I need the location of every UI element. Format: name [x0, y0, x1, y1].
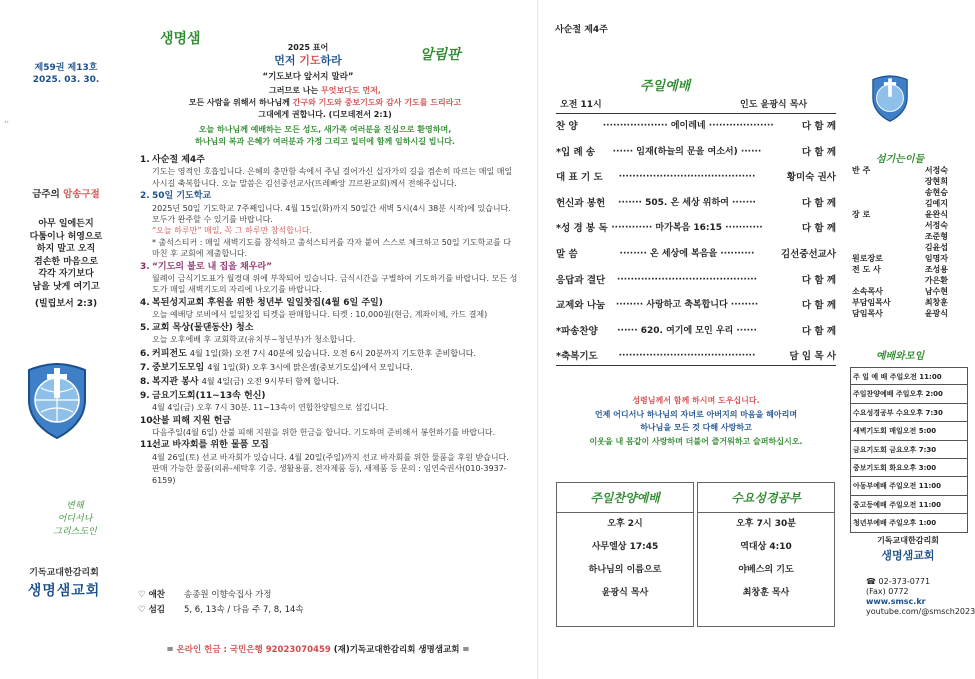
schedule-row: 수요성경공부 수요오후 7:30: [850, 404, 968, 422]
item-title: 50일 기도학교: [152, 191, 212, 202]
order-content: ········································: [618, 351, 756, 362]
minister-role: [852, 231, 896, 242]
order-content: ······· 505. 온 세상 위하여 ·······: [618, 197, 756, 208]
motto-year: 2025 표어: [287, 43, 329, 52]
intro-line-3: 그대에게 권합니다. (디모데전서 2:1): [258, 110, 392, 119]
box-preacher: 윤광식 목사: [601, 588, 649, 598]
minister-name: 장현희: [924, 177, 948, 186]
minister-row: [852, 209, 948, 220]
item-number: 3.: [140, 261, 150, 272]
minister-role: 장 로: [852, 210, 871, 219]
minister-row: [852, 198, 948, 209]
order-content: ············ 마가복음 16:15 ···········: [611, 223, 763, 234]
bank-account: 온라인 헌금 : 국민은행 92023070459: [176, 645, 331, 655]
minister-role: 전 도 사: [852, 265, 881, 274]
order-name: 말 씀: [556, 248, 578, 260]
calligraphy-motto: [40, 500, 110, 539]
minister-name: 남수현: [924, 287, 948, 296]
order-who: 다 함 께: [801, 325, 836, 337]
minister-name: 가은환: [924, 276, 948, 285]
minister-name: 조성용: [924, 265, 948, 274]
order-row: [556, 165, 836, 191]
order-row: [556, 140, 836, 166]
schedule-table: [850, 367, 968, 533]
phone: ☎ 02-373-0771: [866, 577, 931, 586]
verse-line: 다툼이나 허영으로: [29, 231, 103, 242]
calli-line: 변해: [66, 501, 84, 511]
item-body: 오늘 예배당 로비에서 일일찻집 티켓을 판매합니다. 티켓 : 10,000원(현금, 계좌이체, 카드 결제): [152, 310, 488, 320]
order-row: [556, 216, 836, 242]
minister-role: 원로장로: [852, 254, 883, 263]
minister-row: [852, 297, 948, 308]
schedule-row: 새벽기도회 매일오전 5:00: [850, 422, 968, 440]
order-name: 교제와 나눔: [556, 300, 606, 312]
item-title: 커피전도: [152, 348, 187, 359]
welcome-line-1: 오늘 하나님께 예배하는 모든 성도, 새가족 여러분을 진심으로 환영하며,: [198, 125, 452, 134]
order-row: [556, 319, 836, 345]
box-title: 주일찬양예배: [557, 483, 693, 513]
item-number: 9.: [140, 390, 150, 401]
order-who: 다 함 께: [801, 300, 836, 312]
item-body: 다음주일(4월 6일) 산불 피해 지원을 위한 헌금을 합니다. 기도하며 준비해서 봉헌하기를 바랍니다.: [152, 427, 496, 437]
item-title: 금요기도회(11~13속 헌신): [152, 390, 266, 401]
serve-label: ♡ 섬김: [138, 605, 166, 615]
church-name: 생명샘교회: [881, 549, 935, 562]
item-number: 6.: [140, 348, 150, 359]
order-content: ········································: [618, 172, 756, 183]
order-name: 응답과 결단: [556, 274, 606, 286]
minister-row: [852, 231, 948, 242]
announcement-item: [140, 191, 518, 259]
item-title: 교회 목상(물댄동산) 청소: [152, 322, 254, 333]
church-emblem-icon: [21, 360, 93, 440]
announcement-item: [140, 416, 518, 439]
item-title: 복된성지교회 후원을 위한 청년부 일일찻집(4월 6일 주일): [152, 297, 383, 308]
service-time: 오전 11시: [560, 100, 602, 110]
minister-row: [852, 242, 948, 253]
announcement-item: [140, 440, 518, 486]
schedule-row: 주 일 예 배 주일오전 11:00: [850, 367, 968, 385]
item-title: “기도의 불로 내 집을 채우라”: [152, 261, 272, 272]
item-title: 복지관 봉사: [152, 377, 199, 388]
church-emblem-icon: [868, 72, 912, 124]
item-body: 기도는 영적인 호흡입니다. 은혜의 충만함 속에서 주님 걸어가신 십자가의 길을 겸손히 따르는 매일 매일 사시길 축복합니다. 오늘 말씀은 김선중선교사(뜨레빠앙 끄르완교회)께서 전해주십니다.: [152, 167, 513, 188]
minister-name: 윤완식: [924, 210, 948, 219]
order-row: [556, 191, 836, 217]
msg-line-2: 언제 어디서나 하나님의 자녀로 아버지의 마음을 헤아리며: [594, 409, 798, 419]
verse-reference: (빌립보서 2:3): [34, 299, 98, 309]
order-name: *축복기도: [556, 351, 598, 363]
item-body: 4월 4일(금) 오후 7시 30분. 11~13속이 연합찬양팀으로 섬깁니다.: [152, 403, 389, 413]
order-name: 헌신과 봉헌: [556, 197, 606, 209]
schedule-row: 청년부예배 주일오후 1:00: [850, 514, 968, 532]
wednesday-bible-study-box: [697, 482, 835, 627]
notice-board-calligraphy: 알림판: [420, 47, 461, 63]
minister-role: [852, 176, 896, 187]
weekly-verse: [14, 218, 118, 293]
item-number: 8.: [140, 377, 150, 388]
minister-role: [852, 275, 896, 286]
item-body: 4월 4일(금) 오전 9시부터 함께 합니다.: [201, 377, 339, 387]
order-content: ········ 사랑하고 축복합니다 ········: [615, 300, 759, 311]
order-who: 다 함 께: [801, 146, 836, 158]
box-title: 수요성경공부: [698, 483, 834, 513]
schedule-row: 금요기도회 금요오후 7:30: [850, 441, 968, 459]
intro-1-pre: 그러므로 나는: [269, 86, 322, 95]
item-title: 산불 피해 지원 헌금: [152, 415, 231, 426]
minister-row: [852, 253, 948, 264]
verse-line: 각각 자기보다: [38, 269, 94, 279]
intro-line-1: [140, 85, 510, 97]
order-name: 찬 양: [556, 121, 578, 132]
order-content: ········ 온 세상에 복음을 ··········: [619, 248, 755, 259]
blessing-message: [556, 394, 836, 448]
minister-name: 조준형: [924, 232, 948, 241]
box-sermon: 하나님의 이름으로: [588, 565, 662, 575]
box-time: 오후 7시 30분: [736, 519, 796, 529]
item-number: 1.: [140, 155, 150, 165]
schedule-row: 아동부예배 주일오전 11:00: [850, 477, 968, 495]
msg-line-3: 하나님을 모든 것 다해 사랑하고: [640, 423, 752, 432]
serve-value: 5, 6, 13속 / 다음 주 7, 8, 14속: [184, 605, 304, 615]
item-title: 사순절 제4주: [152, 155, 205, 165]
page-name: 생명샘: [160, 31, 201, 47]
minister-name: 최창훈: [924, 298, 948, 307]
minister-row: [852, 187, 948, 198]
item-body: 오늘 오후에배 후 교회학교(유치부~청년부)가 청소합니다.: [152, 335, 356, 345]
service-leader: 인도 윤광식 목사: [740, 100, 808, 110]
order-content: ··················· 에이레네 ···················: [602, 121, 774, 131]
verse-line: 아무 일에든지: [38, 219, 94, 229]
ministers-title: 섬기는이들: [875, 154, 925, 165]
box-sermon: 야베스의 기도: [738, 565, 794, 575]
order-name: *입 례 송: [556, 146, 596, 158]
schedule-title: 예배와모임: [875, 351, 925, 362]
afternoon-worship-box: [556, 482, 694, 627]
welcome-line-2: 하나님의 복과 은혜가 여러분과 가정 그리고 일터에 함께 임하시길 빕니다.: [195, 136, 455, 146]
box-scripture: 사무엘상 17:45: [591, 542, 659, 552]
serve-row: [138, 603, 508, 618]
item-body: 4월 1일(화) 오전 7시 40분에 있습니다. 오전 6시 20분까지 기도한후 준비합니다.: [189, 348, 477, 358]
order-row: [556, 293, 836, 319]
order-who: 황미숙 권사: [786, 172, 836, 184]
verse-line: 하지 말고 오직: [36, 244, 96, 254]
minister-role: 반 주: [852, 166, 871, 175]
announcement-item: [140, 155, 518, 189]
minister-row: [852, 275, 948, 286]
denomination-name: 기독교대한감리회: [29, 568, 99, 578]
order-who: 다 함 께: [801, 274, 836, 286]
item-title: 중보기도모임: [152, 362, 205, 373]
minister-name: 김윤섭: [924, 243, 948, 252]
minister-name: 임명자: [924, 254, 948, 263]
minister-row: [852, 165, 948, 176]
minister-role: 담임목사: [852, 309, 883, 318]
liturgical-week: 사순절 제4주: [555, 25, 608, 35]
item-number: 5.: [140, 322, 150, 333]
order-content: ······ 임재(하늘의 문을 여소서) ······: [612, 146, 762, 157]
bank-pre: =: [166, 645, 177, 655]
website-link[interactable]: www.smsc.kr: [866, 597, 926, 606]
intro-2-pre: 모든 사람을 위해서 하나님께: [188, 98, 293, 107]
order-bottom-rule: [556, 365, 836, 366]
issue-info: [20, 62, 112, 86]
bank-post: (재)기독교대한감리회 생명샘교회 =: [330, 645, 470, 655]
msg-line-4: 이웃을 내 몸같이 사랑하며 더불어 즐거워하고 슬퍼하십시오.: [589, 436, 803, 446]
box-time: 오후 2시: [607, 519, 643, 529]
motto-red: 기도: [299, 54, 321, 67]
minister-role: 부담임목사: [852, 298, 891, 307]
announcement-item: [140, 348, 518, 360]
intro-line-2: [140, 97, 510, 109]
service-duty: [138, 588, 508, 618]
verse-line: 겸손한 마음으로: [34, 256, 98, 267]
item-body: 4월 26일(토) 선교 바자회가 있습니다. 4월 20일(주일)까지 선교 바자회를 위한 물품을 후원 받습니다. 판매 가능한 물품(의류-세탁후 기증, 생활용품, 전자제품 등), 새제품 등 문의 : 임연숙권사(010-3937-6159): [152, 452, 509, 485]
calli-line: 그리스도인: [53, 527, 97, 537]
minister-role: [852, 242, 896, 253]
minister-row: [852, 264, 948, 275]
worship-order: [556, 113, 836, 370]
care-row: [138, 588, 508, 603]
order-content: ·········································: [616, 274, 758, 285]
minister-role: [852, 187, 896, 198]
item-number: 2.: [140, 191, 150, 202]
weekly-verse-title: [14, 186, 118, 200]
minister-role: [852, 220, 896, 231]
minister-name: 김예지: [924, 199, 948, 208]
announcement-item: [140, 391, 518, 414]
church-name: 생명샘교회: [27, 583, 101, 599]
announcement-item: [140, 323, 518, 346]
minister-role: 소속목사: [852, 287, 883, 296]
order-who: 다 함 께: [801, 121, 836, 132]
item-number: 11.: [140, 440, 156, 451]
minister-row: [852, 176, 948, 187]
minister-name: 서정숙: [924, 166, 948, 175]
motto-pre: 먼저: [274, 54, 300, 67]
announcement-list: [140, 155, 518, 488]
announcement-item: [140, 376, 518, 388]
order-row: [556, 114, 836, 140]
item-body: 월례이 금식기도표가 월경대 위에 부착되어 있습니다. 금식시간을 구별하여 기도하기를 바랍니다. 모든 성도가 매일 새벽기도의 자리에 나오기를 바랍니다.: [152, 274, 518, 295]
item-extra: “오늘 하루만” 매일, 꼭 그 하루만 참석합니다.: [152, 226, 313, 236]
box-scripture: 역대상 4:10: [740, 542, 792, 552]
order-who: 김선중선교사: [780, 248, 836, 260]
box-preacher: 최창훈 목사: [742, 588, 790, 598]
item-number: 10.: [140, 415, 156, 426]
order-content: ······ 620. 여기에 모인 우리 ······: [617, 325, 757, 336]
announcement-item: [140, 362, 518, 374]
minister-name: 서정숙: [924, 221, 948, 230]
schedule-row: 중고등예배 주일오전 11:00: [850, 496, 968, 514]
motto-subtitle: “기도보다 앞서지 말라”: [262, 72, 354, 82]
order-who: 다 함 께: [801, 197, 836, 209]
order-who: 담 임 목 사: [789, 351, 836, 363]
page-divider: [537, 0, 538, 679]
dot-mark: ··: [4, 118, 10, 127]
item-title: 선교 바자회를 위한 물품 모집: [152, 440, 269, 451]
schedule-row: 주일찬양예배 주일오후 2:00: [850, 385, 968, 403]
denomination-name: 기독교대한감리회: [877, 536, 939, 545]
contact-info: [866, 577, 975, 617]
item-body: 4월 1일(화) 오후 3시에 맑은샘(중보기도실)에서 모입니다.: [207, 362, 413, 372]
order-name: *성 경 봉 독: [556, 223, 608, 235]
schedule-row: 중보기도회 화요오후 3:00: [850, 459, 968, 477]
minister-name: 송현승: [924, 188, 948, 197]
msg-line-1: 성령님께서 함께 하시며 도우십니다.: [632, 396, 760, 405]
motto-post: 하라: [320, 54, 342, 67]
order-row: [556, 268, 836, 294]
minister-row: [852, 220, 948, 231]
welcome-message: [150, 124, 500, 147]
order-row: [556, 344, 836, 370]
care-value: 송종원 이향숙집사 가정: [184, 590, 272, 600]
item-number: 4.: [140, 297, 150, 308]
item-extra: * 출석스티커 : 매일 새벽기도를 참석하고 출석스티커를 각자 붙여 스스로 체크하고 50일 기도학교를 다 마친 후 교회에 제출합니다.: [152, 237, 512, 259]
intro-verse: [140, 85, 510, 121]
item-body: 2025년 50일 기도학교 7주째입니다. 4월 15일(화)까지 50일간 새벽 5시(4시 38분 시작)에 있습니다. 모두가 완주할 수 있기를 바랍니다.: [152, 203, 511, 225]
volume: 제59권 제13호: [34, 63, 98, 73]
online-offering: [128, 643, 508, 655]
sunday-worship-title: 주일예배: [640, 79, 691, 94]
youtube-link[interactable]: youtube.com/@smsch2023: [866, 607, 975, 616]
order-name: *파송찬양: [556, 325, 598, 337]
ministers-list: [852, 165, 948, 319]
order-name: 대 표 기 도: [556, 172, 603, 184]
minister-row: [852, 308, 948, 319]
item-number: 7.: [140, 362, 150, 373]
calli-line: 어디서나: [57, 514, 93, 524]
minister-row: [852, 286, 948, 297]
weekly-verse-title-red: 암송구절: [63, 189, 100, 200]
verse-line: 남을 낫게 여기고: [32, 281, 100, 292]
announcement-item: [140, 298, 518, 321]
intro-2-red: 간구와 기도와 중보기도와 감사 기도를 드리라고: [292, 98, 462, 107]
fax: (Fax) 0772: [866, 587, 909, 596]
announcement-item: [140, 262, 518, 296]
weekly-verse-title-pre: 금주의: [32, 189, 60, 200]
issue-date: 2025. 03. 30.: [32, 75, 100, 85]
care-label: ♡ 애찬: [138, 590, 166, 600]
minister-name: 윤광식: [924, 309, 948, 318]
intro-1-red: 무엇보다도 먼저,: [321, 86, 381, 95]
order-who: 다 함 께: [801, 223, 836, 235]
minister-role: [852, 198, 896, 209]
order-row: [556, 242, 836, 268]
